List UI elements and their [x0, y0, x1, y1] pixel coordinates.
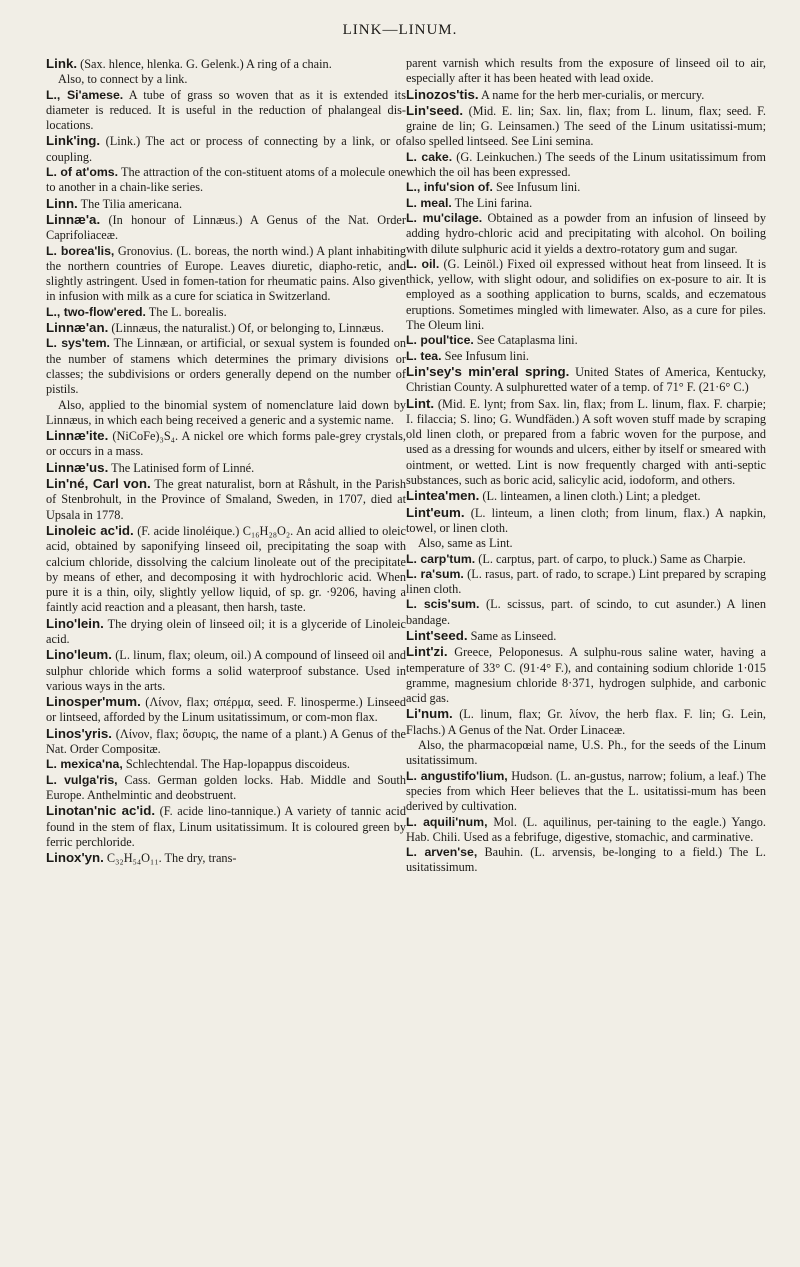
entry-headword: Linozos'tis. — [406, 86, 479, 102]
dictionary-entry — [406, 396, 766, 489]
entry-headword: L. angustifo'lium, — [406, 768, 508, 783]
entry-headword: Linnæ'us. — [46, 459, 109, 475]
entry-headword: Lin'né, Carl von. — [46, 476, 151, 492]
entry-definition: (F. acide lino-tannique.) A variety of tannic acid found in the stem of flax, Linum usitatissimum. It is coloured green by ferric perchloride. — [46, 804, 406, 849]
entry-headword: Lino'leum. — [46, 647, 112, 663]
entry-headword: Lintea'men. — [406, 488, 480, 504]
entry-definition: (L. linteum, a linen cloth; from linum, flax.) A napkin, towel, or linen cloth. — [406, 505, 766, 535]
dictionary-entry — [406, 815, 766, 846]
dictionary-entry — [46, 647, 406, 694]
entry-headword: Linox'yn. — [46, 850, 104, 866]
entry-headword: Linnæ'an. — [46, 320, 109, 336]
dictionary-entry — [406, 567, 766, 598]
entry-definition: (G. Leinöl.) Fixed oil expressed without heat from linseed. It is thick, yellow, with slight odour, and solidifies on ex-posure to air. It is employed as a soothing application to burns, scalds, and eczematous eruptions. Sometimes mingled with limewater. Also, as a cure for piles. The Oleum lini. — [406, 256, 766, 333]
dictionary-entry — [46, 212, 406, 244]
dictionary-entry — [406, 536, 766, 551]
entry-headword: Linosper'mum. — [46, 694, 141, 710]
entry-headword: L. mexica'na, — [46, 757, 123, 772]
entry-definition: Cass. German golden locks. Hab. Middle and South Europe. Anthelmintic and deobstruent. — [46, 772, 406, 802]
entry-headword: L. oil. — [406, 256, 440, 271]
entry-headword: Lint'zi. — [406, 644, 448, 660]
entry-definition: See Cataplasma lini. — [473, 333, 578, 348]
entry-headword: L. cake. — [406, 149, 453, 164]
entry-definition: (L. linum, flax; oleum, oil.) A compound of linseed oil and sulphur chloride which forms a solid waterproof substance. Used in various ways in the arts. — [46, 648, 406, 693]
entry-definition: (Λίνον, flax; ὄσυρις, the name of a plant.) A Genus of the Nat. Order Compositæ. — [46, 726, 406, 757]
dictionary-entry — [406, 364, 766, 396]
entry-definition: (L. linum, flax; Gr. λίνον, the herb flax. F. lin; G. Lein, Flachs.) A Genus of the Nat. Order Linaceæ. — [406, 707, 766, 737]
left-column — [46, 56, 406, 866]
entry-headword: Linnæ'ite. — [46, 428, 109, 444]
entry-definition: Bauhin. (L. arvensis, be-longing to a field.) The L. usitatissimum. — [406, 845, 766, 875]
dictionary-entry — [46, 694, 406, 726]
entry-definition: (Link.) The act or process of connecting by a link, or of coupling. — [46, 134, 406, 164]
entry-definition: (NiCoFe)₃S₄. A nickel ore which forms pale-grey crystals, or occurs in a mass. — [46, 429, 406, 459]
dictionary-entry — [406, 488, 766, 504]
entry-headword: L. carp'tum. — [406, 551, 476, 566]
entry-headword: L. scis'sum. — [406, 597, 480, 612]
entry-headword: L. of at'oms. — [46, 165, 119, 180]
entry-definition: See Infusum lini. — [492, 180, 581, 195]
entry-definition: C₃₂H₅₄O₁₁. The dry, trans- — [103, 851, 237, 866]
dictionary-entry — [406, 103, 766, 150]
entry-definition: (L. carptus, part. of carpo, to pluck.) Same as Charpie. — [475, 551, 746, 566]
dictionary-entry — [46, 165, 406, 196]
entry-headword: Linnæ'a. — [46, 211, 101, 227]
dictionary-entry — [46, 133, 406, 165]
dictionary-entry — [46, 850, 406, 866]
dictionary-entry — [406, 845, 766, 876]
dictionary-entry — [406, 644, 766, 706]
entry-headword: Lint'eum. — [406, 504, 465, 520]
dictionary-entry — [46, 398, 406, 429]
entry-definition: The Tilia americana. — [77, 196, 183, 211]
entry-definition: Also, same as Lint. — [418, 536, 513, 551]
entry-headword: L. arven'se, — [406, 845, 478, 860]
entry-definition: (L. scissus, part. of scindo, to cut asunder.) A linen bandage. — [406, 597, 766, 627]
dictionary-entry — [46, 56, 406, 72]
entry-definition: Obtained as a powder from an infusion of linseed by adding hydro-chloric acid and precipitating with alcohol. On boiling with dilute sulphuric acid it yields a dextro-rotatory gum and sugar. — [406, 210, 766, 256]
entry-headword: Lino'lein. — [46, 615, 104, 631]
dictionary-entry — [406, 180, 766, 195]
entry-headword: L. borea'lis, — [46, 243, 115, 258]
entry-headword: L. sys'tem. — [46, 336, 110, 351]
entry-definition: Also, the pharmacopœial name, U.S. Ph., for the seeds of the Linum usitatissimum. — [406, 738, 766, 768]
dictionary-entry — [46, 757, 406, 772]
entry-definition: The L. borealis. — [145, 304, 227, 319]
entry-definition: (Λίνον, flax; σπέρμα, seed. F. linosperme.) Linseed or lintseed, afforded by the Linum usitatissimum, or com-mon flax. — [46, 695, 406, 725]
entry-headword: Lin'sey's min'eral spring. — [406, 363, 570, 379]
entry-definition: The drying olein of linseed oil; it is a glyceride of Linoleic acid. — [46, 616, 406, 646]
dictionary-entry — [406, 211, 766, 257]
entry-headword: Linos'yris. — [46, 725, 112, 741]
entry-definition: Also, to connect by a link. — [58, 72, 188, 87]
dictionary-entry — [406, 552, 766, 567]
entry-definition: See Infusum lini. — [441, 348, 529, 363]
entry-definition: Greece, Peloponesus. A sulphu-rous saline water, having a temperature of 33° C. (91·4° F.), and containing sodium chloride 1·015 gramme, magnesium chloride 8·371, hydrogen sulphide, and carbonic acid gas. — [406, 645, 766, 706]
dictionary-entry — [46, 196, 406, 212]
dictionary-entry — [46, 88, 406, 134]
entry-definition: (Sax. hlence, hlenka. G. Gelenk.) A ring of a chain. — [77, 57, 332, 71]
dictionary-entry — [46, 72, 406, 87]
entry-definition: The Latinised form of Linné. — [108, 460, 255, 475]
entry-definition: The Linnæan, or artificial, or sexual system is founded on the number of stamens which determines the primary divisions or classes; the subdivisions or orders generally depend on the number of pistils. — [46, 336, 406, 397]
entry-definition: United States of America, Kentucky, Christian County. A sulphuretted water of a temp. of 71° F. (21·6° C.) — [406, 364, 766, 395]
entry-headword: L. vulga'ris, — [46, 772, 118, 787]
entry-definition: (F. acide linoléique.) C₁₆H₂₈O₂. An acid allied to oleic acid, obtained by saponifying linseed oil, precipitating the soap with calcium chloride, dissolving the calcium linoleate out of the precipitate by means of ether, and decomposing it with hydrochloric acid. When pure it is a thin, oily, slightly yellow liquid, of sp. gr. ·9206, having a faintly acid reaction and a pleasant, then harsh, taste. — [46, 523, 406, 615]
entry-definition: (Mid. E. lin; Sax. lin, flax; from L. linum, flax; seed. F. graine de lin; G. Leinsamen.) The seed of the Linum usitatissi-mum; also spelled lintseed. See Lini semina. — [406, 103, 766, 149]
entry-definition: (Linnæus, the naturalist.) Of, or belonging to, Linnæus. — [108, 321, 384, 336]
dictionary-entry — [46, 803, 406, 850]
entry-headword: Linotan'nic ac'id. — [46, 803, 156, 819]
entry-headword: L., two-flow'ered. — [46, 304, 146, 319]
entry-headword: L. tea. — [406, 348, 442, 363]
entry-headword: L. aquili'num, — [406, 814, 488, 829]
entry-headword: Linoleic ac'id. — [46, 522, 134, 538]
entry-definition: A tube of grass so woven that as it is extended its diameter is reduced. It is useful in the reduction of phalangeal dis-locations. — [46, 87, 406, 133]
dictionary-entry — [46, 244, 406, 305]
entry-headword: Lint. — [406, 395, 435, 411]
entry-definition: Also, applied to the binomial system of nomenclature laid down by Linnæus, in which each being received a generic and a systemic name. — [46, 397, 406, 427]
entry-definition: (L. rasus, part. of rado, to scrape.) Lint prepared by scraping linen cloth. — [406, 566, 767, 597]
entry-definition: (Mid. E. lynt; from Sax. lin, flax; from L. linum, flax. F. charpie; I. filaccia; S. lino; G. Wundfäden.) A soft woven stuff made by scraping old linen cloth, or prepared from a fabric woven for the purpose, and used as a dressing for wounds and ulcers, either by itself or smeared with ointment, or wetted. Lint is now frequently charged with anti-septic substances, such as boric acid, salicylic acid, iodoform, and others. — [406, 396, 766, 488]
entry-headword: Lint'seed. — [406, 627, 468, 643]
dictionary-entry — [46, 773, 406, 804]
entry-headword: Li'num. — [406, 706, 453, 722]
entry-definition: (L. linteamen, a linen cloth.) Lint; a pledget. — [479, 489, 701, 504]
entry-headword: Link. — [46, 56, 78, 71]
entry-definition: parent varnish which results from the exposure of linseed oil to air, especially after it has been heated with lead oxide. — [406, 56, 766, 86]
entry-definition: (G. Leinkuchen.) The seeds of the Linum usitatissimum from which the oil has been expressed. — [406, 149, 766, 180]
dictionary-entry — [46, 616, 406, 648]
entry-definition: A name for the herb mer-curialis, or mercury. — [478, 87, 705, 102]
dictionary-entry — [46, 726, 406, 758]
entry-headword: L. poul'tice. — [406, 333, 474, 348]
entry-definition: Hudson. (L. an-gustus, narrow; folium, a leaf.) The species from which Heer believes that the L. usitatissi-mum has been derived by cultivation. — [406, 768, 766, 814]
entry-definition: The great naturalist, born at Råshult, in the Parish of Stenbrohult, in the Province of Smaland, Sweden, in 1707, died at Upsala in 1778. — [46, 477, 406, 522]
entry-headword: L. meal. — [406, 195, 452, 210]
dictionary-entry — [46, 305, 406, 320]
entry-headword: Linn. — [46, 195, 78, 211]
entry-definition: Mol. (L. aquilinus, per-taining to the eagle.) Yango. Hab. Chili. Used as a febrifuge, digestive, stomachic, and carminative. — [406, 814, 766, 844]
dictionary-entry — [46, 336, 406, 397]
dictionary-entry — [406, 706, 766, 738]
entry-definition: Same as Linseed. — [467, 628, 557, 643]
entry-headword: Link'ing. — [46, 133, 101, 149]
entry-headword: Lin'seed. — [406, 102, 464, 118]
entry-headword: L. ra'sum. — [406, 566, 464, 581]
entry-definition: The Lini farina. — [451, 195, 533, 210]
dictionary-entry — [406, 196, 766, 211]
dictionary-entry — [406, 505, 766, 537]
dictionary-entry — [46, 523, 406, 616]
running-head: LINK—LINUM. — [342, 22, 458, 38]
entry-definition: Gronovius. (L. boreas, the north wind.) A plant inhabiting the northern countries of Europe. Leaves diuretic, diapho-retic, and slightly astringent. Used in fomen-tation for rheumatic pains. Also given in infusion with milk as a cure for sciatica in Switzerland. — [46, 243, 407, 304]
entry-definition: Schlechtendal. The Hap-lopappus discoideus. — [122, 757, 350, 772]
dictionary-entry — [406, 738, 766, 769]
dictionary-entry — [406, 257, 766, 333]
entry-headword: L., infu'sion of. — [406, 180, 493, 195]
entry-definition: (In honour of Linnæus.) A Genus of the Nat. Order Caprifoliaceæ. — [46, 212, 406, 243]
right-column — [406, 56, 766, 876]
dictionary-entry — [406, 769, 766, 815]
dictionary-entry — [406, 597, 766, 628]
dictionary-entry — [406, 628, 766, 644]
dictionary-entry — [406, 87, 766, 103]
dictionary-entry — [406, 349, 766, 364]
entry-definition: The attraction of the con-stituent atoms of a molecule one to another in a chain-like series. — [46, 165, 406, 195]
entry-headword: L. mu'cilage. — [406, 210, 483, 225]
entry-headword: L., Si'amese. — [46, 87, 124, 102]
dictionary-entry — [46, 460, 406, 476]
dictionary-entry — [46, 320, 406, 336]
dictionary-entry — [406, 56, 766, 87]
dictionary-entry — [46, 476, 406, 523]
dictionary-entry — [46, 428, 406, 460]
dictionary-entry — [406, 333, 766, 348]
dictionary-entry — [406, 150, 766, 181]
